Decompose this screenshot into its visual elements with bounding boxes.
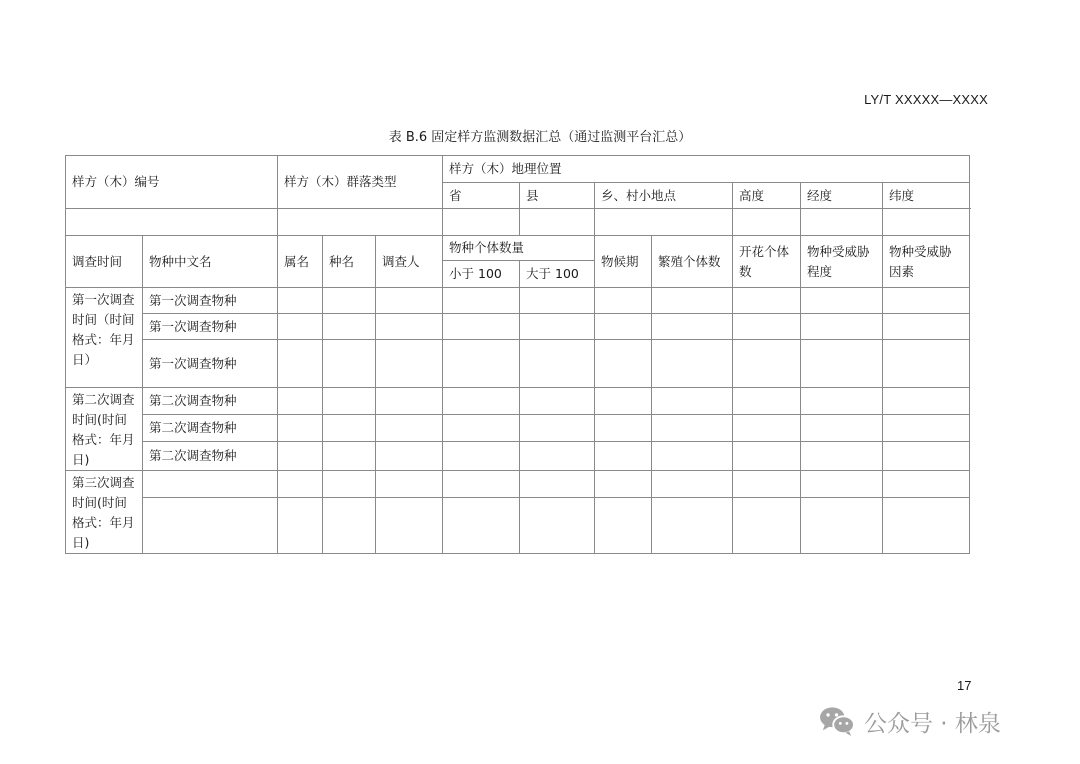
gt100-header: 大于 100 (520, 261, 595, 288)
individual-count-header: 物种个体数量 (443, 236, 595, 261)
location-header: 样方（木）地理位置 (443, 156, 970, 183)
surveyor-header: 调查人 (376, 236, 443, 288)
longitude-header: 经度 (801, 183, 883, 209)
watermark-text: 公众号 · 林泉 (864, 710, 1001, 737)
plot-id-header: 样方（木）编号 (66, 156, 278, 209)
species-row-label: 第二次调查物种 (143, 388, 278, 415)
altitude-header: 高度 (733, 183, 801, 209)
survey-time-header: 调查时间 (66, 236, 143, 288)
province-header: 省 (443, 183, 520, 209)
threat-degree-header: 物种受威胁程度 (801, 236, 883, 288)
location-value-row (66, 209, 970, 236)
table-caption: 表 B.6 固定样方监测数据汇总（通过监测平台汇总） (388, 130, 692, 145)
standard-code: LY/T XXXXX—XXXX (864, 92, 988, 107)
survey-2-label: 第二次调查时间(时间格式：年月日) (66, 388, 143, 471)
phenology-header: 物候期 (595, 236, 652, 288)
survey-3-label: 第三次调查时间(时间格式：年月日) (66, 471, 143, 554)
community-type-header: 样方（木）群落类型 (278, 156, 443, 209)
latitude-header: 纬度 (883, 183, 970, 209)
threat-factor-header: 物种受威胁因素 (883, 236, 970, 288)
survey-1-label: 第一次调查时间（时间格式：年月日） (66, 288, 143, 388)
genus-header: 属名 (278, 236, 323, 288)
species-row-label: 第一次调查物种 (143, 340, 278, 388)
flowering-header: 开花个体数 (733, 236, 801, 288)
species-row-label: 第二次调查物种 (143, 414, 278, 441)
town-header: 乡、村小地点 (595, 183, 733, 209)
county-header: 县 (520, 183, 595, 209)
lt100-header: 小于 100 (443, 261, 520, 288)
watermark (818, 703, 1001, 739)
species-row-label: 第一次调查物种 (143, 288, 278, 314)
species-cn-header: 物种中文名 (143, 236, 278, 288)
page-number: 17 (957, 678, 972, 693)
species-header: 种名 (323, 236, 376, 288)
breeding-header: 繁殖个体数 (652, 236, 733, 288)
wechat-icon (818, 705, 856, 737)
species-row-label: 第二次调查物种 (143, 441, 278, 470)
species-row-label: 第一次调查物种 (143, 314, 278, 340)
monitoring-summary-table (65, 155, 970, 554)
